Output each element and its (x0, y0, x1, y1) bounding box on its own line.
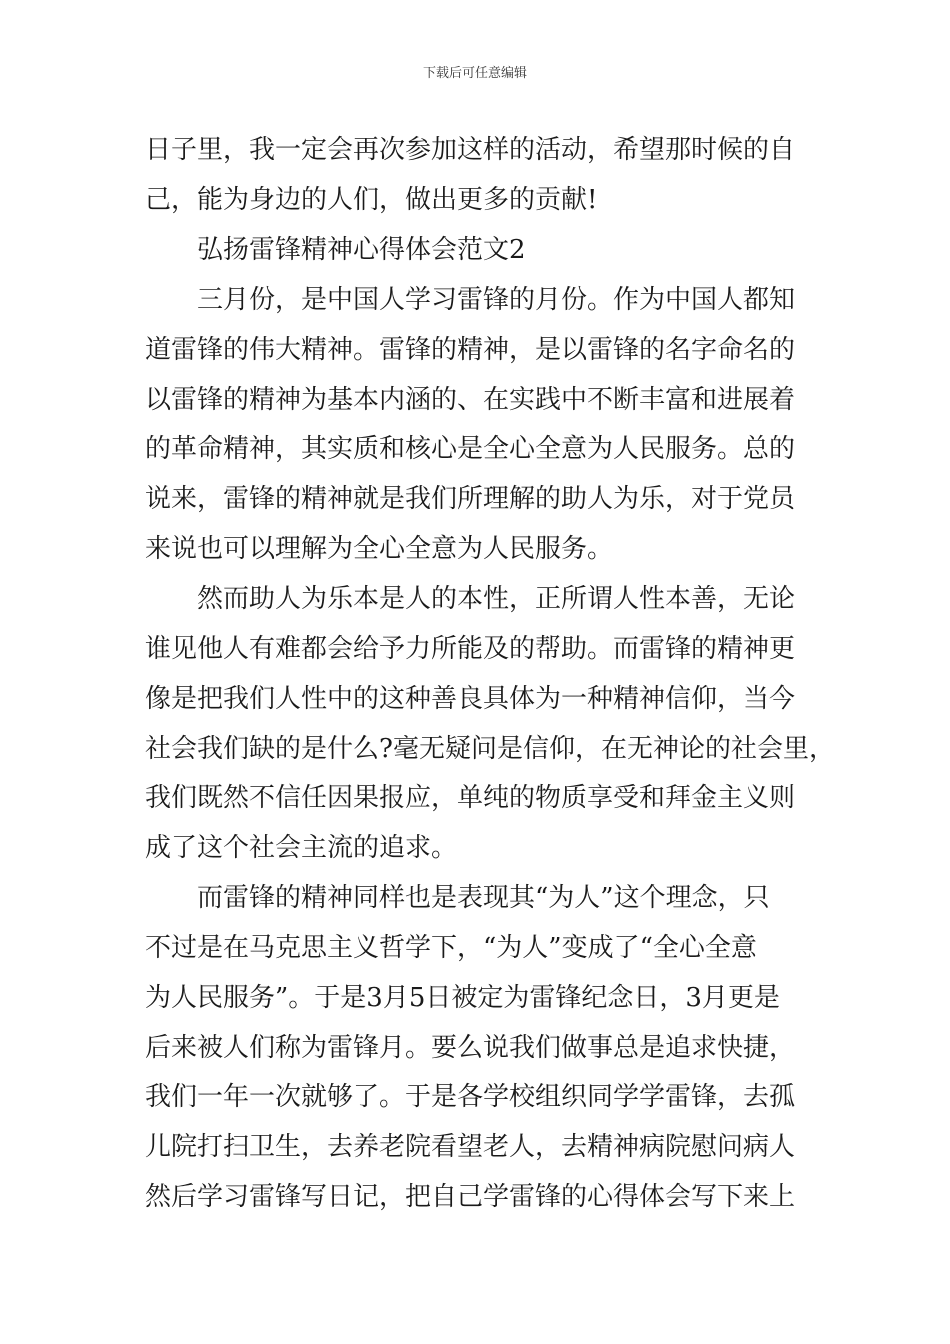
text-line: 不过是在马克思主义哲学下，“为人”变成了“全心全意 (145, 933, 757, 963)
text-line: 以雷锋的精神为基本内涵的、在实践中不断丰富和进展着 (145, 385, 796, 415)
text-line: 而雷锋的精神同样也是表现其“为人”这个理念，只 (197, 883, 770, 913)
text-line: 然而助人为乐本是人的本性，正所谓人性本善，无论 (197, 584, 796, 614)
text-line: 我们既然不信任因果报应，单纯的物质享受和拜金主义则 (145, 783, 796, 813)
text-line: 成了这个社会主流的追求。 (145, 833, 458, 863)
text-line: 谁见他人有难都会给予力所能及的帮助。而雷锋的精神更 (145, 634, 796, 664)
text-line: 三月份，是中国人学习雷锋的月份。作为中国人都知 (197, 285, 796, 315)
text-line: 道雷锋的伟大精神。雷锋的精神，是以雷锋的名字命名的 (145, 335, 796, 365)
text-line: 己，能为身边的人们，做出更多的贡献! (145, 185, 598, 215)
page-header: 下载后可任意编辑 (422, 66, 527, 81)
text-line: 说来，雷锋的精神就是我们所理解的助人为乐，对于党员 (145, 484, 796, 514)
text-line: 然后学习雷锋写日记，把自己学雷锋的心得体会写下来上 (145, 1182, 796, 1212)
text-line: 为人民服务”。于是3月5日被定为雷锋纪念日，3月更是 (145, 983, 780, 1013)
text-line: 像是把我们人性中的这种善良具体为一种精神信仰，当今 (145, 684, 796, 714)
text-line: 来说也可以理解为全心全意为人民服务。 (145, 534, 614, 564)
text-line: 儿院打扫卫生，去养老院看望老人，去精神病院慰问病人 (145, 1132, 796, 1162)
section-title: 弘扬雷锋精神心得体会范文2 (197, 235, 526, 265)
text-line: 日子里，我一定会再次参加这样的活动，希望那时候的自 (145, 135, 796, 165)
text-line: 社会我们缺的是什么?毫无疑问是信仰，在无神论的社会里， (145, 734, 835, 764)
text-line: 的革命精神，其实质和核心是全心全意为人民服务。总的 (145, 434, 796, 464)
text-line: 我们一年一次就够了。于是各学校组织同学学雷锋，去孤 (145, 1082, 796, 1112)
text-line: 后来被人们称为雷锋月。要么说我们做事总是追求快捷， (145, 1033, 796, 1063)
